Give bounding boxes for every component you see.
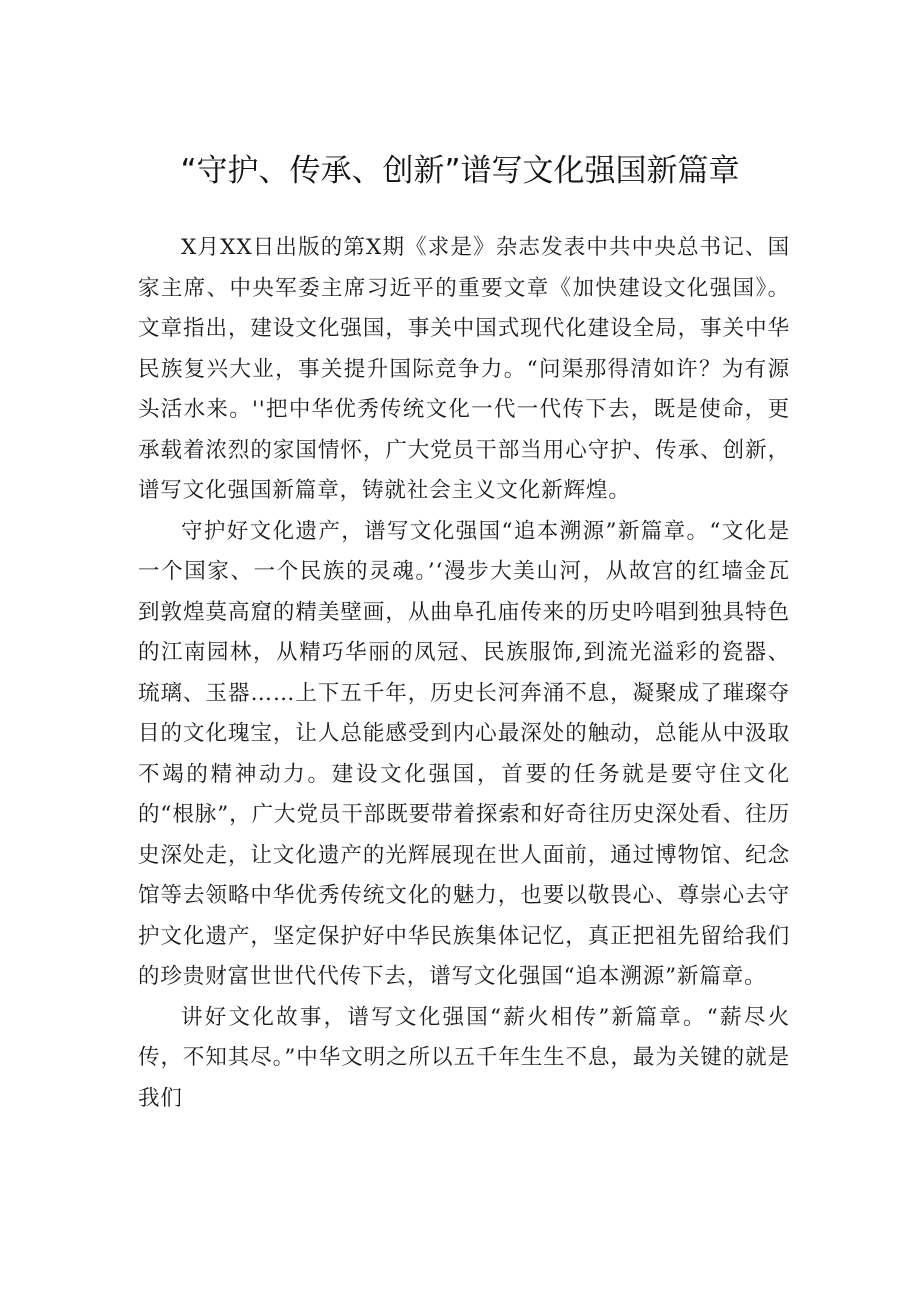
document-body <box>138 228 790 1119</box>
paragraph-intro: X月XX日出版的第X期《求是》杂志发表中共中央总书记、国家主席、中央军委主席习近平的重要文章《加快建设文化强国》。文章指出，建设文化强国，事关中国式现代化建设全局，事关中华民族复兴大业，事关提升国际竞争力。“问渠那得清如许？为有源头活水来。''把中华优秀传统文化一代一代传下去，既是使命，更承载着浓烈的家国情怀，广大党员干部当用心守护、传承、创新，谱写文化强国新篇章，铸就社会主义文化新辉煌。 <box>138 235 790 503</box>
document-title: “守护、传承、创新”谱写文化强国新篇章 <box>180 153 740 189</box>
paragraph-stories: 讲好文化故事，谱写文化强国“薪火相传”新篇章。“薪尽火传，不知其尽。”中华文明之所以五千年生生不息，最为关键的就是我们 <box>138 1004 790 1111</box>
paragraph-heritage: 守护好文化遗产，谱写文化强国“追本溯源”新篇章。“文化是一个国家、一个民族的灵魂。’‘漫步大美山河，从故宫的红墙金瓦到敦煌莫高窟的精美壁画，从曲阜孔庙传来的历史吟唱到独具特色的江南园林，从精巧华丽的凤冠、民族服饰,到流光溢彩的瓷器、琉璃、玉器……上下五千年，历史长河奔涌不息，凝聚成了璀璨夺目的文化瑰宝，让人总能感受到内心最深处的触动，总能从中汲取不竭的精神动力。建设文化强国，首要的任务就是要守住文化的“根脉”，广大党员干部既要带着探索和好奇往历史深处看、往历史深处走，让文化遗产的光辉展现在世人面前，通过博物馆、纪念馆等去领略中华优秀传统文化的魅力，也要以敬畏心、尊崇心去守护文化遗产，坚定保护好中华民族集体记忆，真正把祖先留给我们的珍贵财富世世代代传下去，谱写文化强国“追本溯源”新篇章。 <box>138 518 790 989</box>
